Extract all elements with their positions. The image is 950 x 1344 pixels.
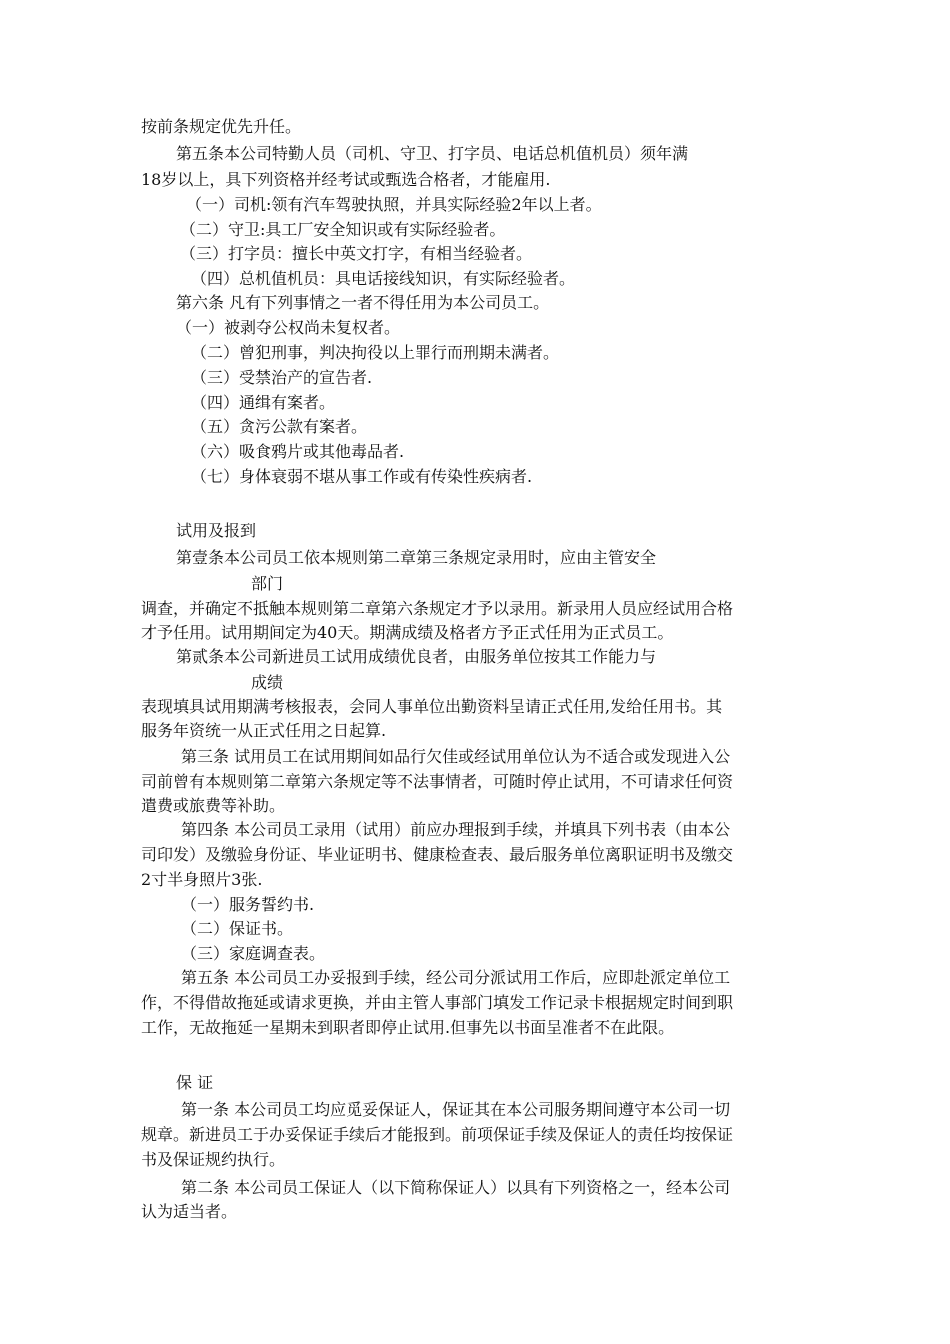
text-line: 表现填具试用期满考核报表，会同人事单位出勤资料呈请正式任用,发给任用书。其 xyxy=(141,697,723,716)
text-line: 才予任用。试用期间定为40天。期满成绩及格者方予正式任用为正式员工。 xyxy=(141,623,674,642)
text-line: （一）司机:领有汽车驾驶执照，并具实际经验2年以上者。 xyxy=(186,195,602,214)
text-line: 第五条本公司特勤人员（司机、守卫、打字员、电话总机值机员）须年满 xyxy=(176,144,689,163)
text-line: 成绩 xyxy=(251,673,284,692)
text-line: （三）家庭调查表。 xyxy=(181,944,326,963)
text-line: （四）通缉有案者。 xyxy=(191,393,336,412)
text-line: 第六条 凡有下列事情之一者不得任用为本公司员工。 xyxy=(176,293,550,312)
text-line: 作，不得借故拖延或请求更换，并由主管人事部门填发工作记录卡根据规定时间到职 xyxy=(141,993,734,1012)
section-heading: 保 证 xyxy=(176,1073,214,1092)
text-line: 部门 xyxy=(251,574,284,593)
text-line: 司印发）及缴验身份证、毕业证明书、健康检查表、最后服务单位离职证明书及缴交 xyxy=(141,845,734,864)
text-line: （三）打字员：擅长中英文打字，有相当经验者。 xyxy=(180,244,533,263)
text-line: 第五条 本公司员工办妥报到手续，经公司分派试用工作后，应即赴派定单位工 xyxy=(181,968,731,987)
text-line: （二）曾犯刑事，判决拘役以上罪行而刑期未满者。 xyxy=(191,343,560,362)
text-line: 规章。新进员工于办妥保证手续后才能报到。前项保证手续及保证人的责任均按保证 xyxy=(141,1125,734,1144)
text-line: 第壹条本公司员工依本规则第二章第三条规定录用时，应由主管安全 xyxy=(176,548,657,567)
text-line: 司前曾有本规则第二章第六条规定等不法事情者，可随时停止试用，不可请求任何资 xyxy=(141,772,734,791)
text-line: （五）贪污公款有案者。 xyxy=(191,417,368,436)
text-line: （七）身体衰弱不堪从事工作或有传染性疾病者. xyxy=(191,467,533,486)
text-line: （四）总机值机员：具电话接线知识，有实际经验者。 xyxy=(191,269,576,288)
section-heading: 试用及报到 xyxy=(176,521,257,540)
text-line: 书及保证规约执行。 xyxy=(141,1150,286,1169)
text-line: （一）被剥夺公权尚未复权者。 xyxy=(176,318,401,337)
text-line: 服务年资统一从正式任用之日起算. xyxy=(141,721,387,740)
text-line: 第二条 本公司员工保证人（以下简称保证人）以具有下列资格之一，经本公司 xyxy=(181,1178,731,1197)
text-line: （六）吸食鸦片或其他毒品者. xyxy=(191,442,405,461)
text-line: 调查，并确定不抵触本规则第二章第六条规定才予以录用。新录用人员应经试用合格 xyxy=(141,599,734,618)
text-line: 遣费或旅费等补助。 xyxy=(141,796,286,815)
text-line: （二）保证书。 xyxy=(181,919,294,938)
text-line: 18岁以上，具下列资格并经考试或甄选合格者，才能雇用. xyxy=(141,170,551,189)
text-line: 认为适当者。 xyxy=(141,1202,238,1221)
text-line: 第四条 本公司员工录用（试用）前应办理报到手续，并填具下列书表（由本公 xyxy=(181,820,731,839)
text-line: 第贰条本公司新进员工试用成绩优良者，由服务单位按其工作能力与 xyxy=(176,647,657,666)
text-line: 第一条 本公司员工均应觅妥保证人，保证其在本公司服务期间遵守本公司一切 xyxy=(181,1100,731,1119)
text-line: 按前条规定优先升任。 xyxy=(141,117,302,136)
text-line: 第三条 试用员工在试用期间如品行欠佳或经试用单位认为不适合或发现进入公 xyxy=(181,747,731,766)
text-line: 2寸半身照片3张. xyxy=(141,870,263,889)
text-line: （二）守卫:具工厂安全知识或有实际经验者。 xyxy=(180,220,506,239)
text-line: （一）服务誓约书. xyxy=(181,895,315,914)
text-line: （三）受禁治产的宣告者. xyxy=(191,368,373,387)
text-line: 工作，无故拖延一星期未到职者即停止试用.但事先以书面呈准者不在此限。 xyxy=(141,1018,675,1037)
